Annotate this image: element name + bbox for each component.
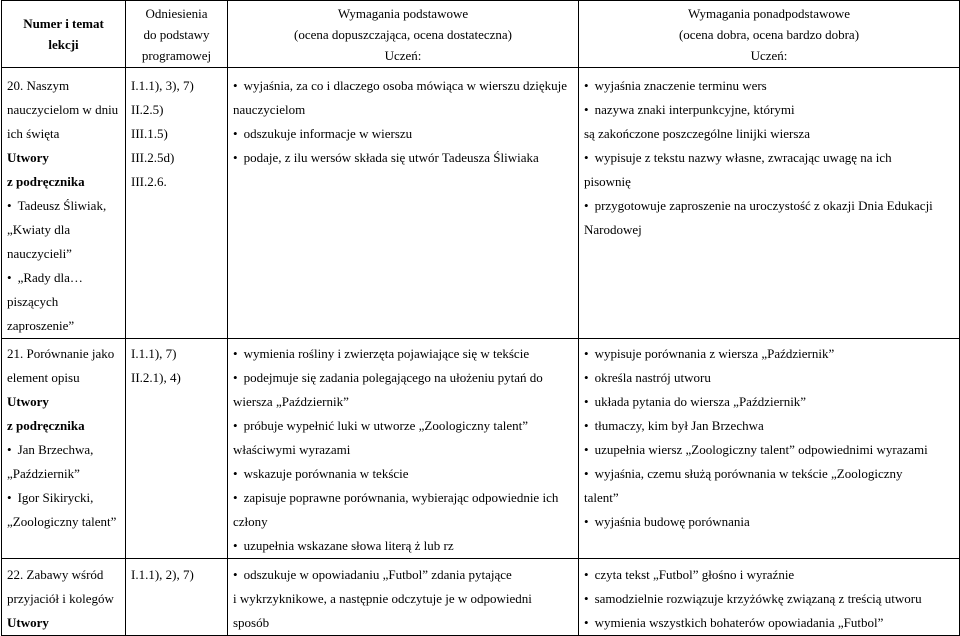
basic-req-cell-line: właściwymi wyrazami	[233, 442, 351, 457]
basis-cell-line: II.2.5)	[131, 102, 164, 117]
basis-cell-line: I.1.1), 7)	[131, 346, 177, 361]
topic-cell-line: ich święta	[7, 126, 60, 141]
advanced-req-cell-line: Narodowej	[584, 222, 642, 237]
basis-cell-line: III.2.6.	[131, 174, 167, 189]
advanced-req-cell-line: • wyjaśnia, czemu służą porównania w tekście „Zoologiczny	[584, 462, 959, 486]
advanced-req-cell-line: • wymienia wszystkich bohaterów opowiadania „Futbol”	[584, 611, 959, 635]
basic-req-cell-line: człony	[233, 514, 268, 529]
topic-cell-line: 20. Naszym	[7, 78, 70, 93]
basic-req-cell	[228, 559, 579, 636]
basic-req-cell	[228, 68, 579, 339]
topic-cell-line: 21. Porównanie jako	[7, 346, 115, 361]
header-topic-line: Numer i temat	[23, 16, 104, 31]
topic-cell-line: Utwory	[7, 394, 49, 409]
basic-req-cell-line: • próbuje wypełnić luki w utworze „Zoologiczny talent”	[233, 414, 578, 438]
topic-cell-line: zaproszenie”	[7, 318, 75, 333]
header-basis-line: Odniesienia	[145, 5, 208, 21]
topic-cell-line: piszących	[7, 294, 59, 309]
topic-cell-line: • „Rady dla…	[7, 266, 125, 290]
basic-req-cell-line: • podejmuje się zadania polegającego na ułożeniu pytań do	[233, 366, 578, 390]
advanced-req-cell-line: • przygotowuje zaproszenie na uroczystość z okazji Dnia Edukacji	[584, 194, 959, 218]
advanced-req-cell-line: • uzupełnia wiersz „Zoologiczny talent” odpowiednimi wyrazami	[584, 438, 959, 462]
advanced-req-cell-line: • samodzielnie rozwiązuje krzyżówkę związaną z treścią utworu	[584, 587, 959, 611]
topic-cell-line: Utwory	[7, 615, 49, 630]
header-basic-line: Wymagania podstawowe	[337, 5, 469, 21]
basic-req-cell-line: • uzupełnia wskazane słowa literą ż lub rz	[233, 534, 578, 558]
header-topic-line: lekcji	[48, 37, 79, 52]
topic-cell-line: element opisu	[7, 370, 80, 385]
topic-cell-line: „Kwiaty dla	[7, 222, 71, 237]
basic-req-cell-line: • zapisuje poprawne porównania, wybierając odpowiednie ich	[233, 486, 578, 510]
topic-cell-line: z podręcznika	[7, 174, 85, 189]
advanced-req-cell-line: • nazywa znaki interpunkcyjne, którymi	[584, 98, 959, 122]
topic-cell-line: • Tadeusz Śliwiak,	[7, 194, 125, 218]
topic-cell-line: 22. Zabawy wśród	[7, 567, 104, 582]
header-row	[2, 1, 960, 68]
basis-cell-line: III.1.5)	[131, 126, 168, 141]
topic-cell-line: „Październik”	[7, 466, 80, 481]
basis-cell	[126, 559, 228, 636]
advanced-req-cell-line: • wypisuje porównania z wiersza „Październik”	[584, 342, 959, 366]
basic-req-cell-line: • wymienia rośliny i zwierzęta pojawiające się w tekście	[233, 342, 578, 366]
header-basis-line: do podstawy	[143, 26, 210, 42]
basic-req-cell-line: • podaje, z ilu wersów składa się utwór Tadeusza Śliwiaka	[233, 146, 578, 170]
header-basic-req	[228, 1, 579, 68]
basis-cell-line: III.2.5d)	[131, 150, 175, 165]
advanced-req-cell-line: • tłumaczy, kim był Jan Brzechwa	[584, 414, 959, 438]
header-basic-line: (ocena dopuszczająca, ocena dostateczna)	[294, 26, 512, 42]
header-advanced-line: (ocena dobra, ocena bardzo dobra)	[678, 26, 860, 42]
header-basic-line: Uczeń:	[384, 47, 422, 63]
table-row	[2, 559, 960, 636]
header-advanced-line: Uczeń:	[750, 47, 788, 63]
basis-cell-line: I.1.1), 3), 7)	[131, 78, 194, 93]
basic-req-cell-line: nauczycielom	[233, 102, 306, 117]
advanced-req-cell-line: talent”	[584, 490, 619, 505]
basic-req-cell-line: i wykrzyknikowe, a następnie odczytuje je w odpowiedni	[233, 591, 532, 606]
topic-cell	[2, 559, 126, 636]
basis-cell-line: II.2.1), 4)	[131, 370, 181, 385]
advanced-req-cell-line: • wyjaśnia budowę porównania	[584, 510, 959, 534]
basic-req-cell-line: sposób	[233, 615, 270, 630]
advanced-req-cell-line: są zakończone poszczególne linijki wiersza	[584, 126, 810, 141]
advanced-req-cell-line: • wyjaśnia znaczenie terminu wers	[584, 74, 959, 98]
basis-cell	[126, 68, 228, 339]
topic-cell-line: z podręcznika	[7, 418, 85, 433]
topic-cell-line: przyjaciół i kolegów	[7, 591, 114, 606]
table-row	[2, 339, 960, 559]
topic-cell-line: • Igor Sikirycki,	[7, 486, 125, 510]
requirements-table	[1, 0, 960, 636]
advanced-req-cell	[579, 339, 960, 559]
basic-req-cell-line: • odszukuje w opowiadaniu „Futbol” zdania pytające	[233, 563, 578, 587]
advanced-req-cell	[579, 559, 960, 636]
advanced-req-cell-line: • czyta tekst „Futbol” głośno i wyraźnie	[584, 563, 959, 587]
header-basis	[126, 1, 228, 68]
topic-cell-line: „Zoologiczny talent”	[7, 514, 117, 529]
basic-req-cell-line: • wskazuje porównania w tekście	[233, 462, 578, 486]
topic-cell-line: • Jan Brzechwa,	[7, 438, 125, 462]
topic-cell	[2, 68, 126, 339]
basic-req-cell	[228, 339, 579, 559]
advanced-req-cell-line: • układa pytania do wiersza „Październik”	[584, 390, 959, 414]
header-advanced-line: Wymagania ponadpodstawowe	[687, 5, 851, 21]
topic-cell-line: nauczycieli”	[7, 246, 72, 261]
basic-req-cell-line: • wyjaśnia, za co i dlaczego osoba mówiąca w wierszu dziękuje	[233, 74, 578, 98]
basis-cell-line: I.1.1), 2), 7)	[131, 567, 194, 582]
table-row	[2, 68, 960, 339]
basic-req-cell-line: • odszukuje informacje w wierszu	[233, 122, 578, 146]
topic-cell	[2, 339, 126, 559]
header-advanced-req	[579, 1, 960, 68]
topic-cell-line: Utwory	[7, 150, 49, 165]
advanced-req-cell-line: • określa nastrój utworu	[584, 366, 959, 390]
header-basis-line: programowej	[141, 47, 212, 63]
header-topic	[2, 1, 126, 68]
basic-req-cell-line: wiersza „Październik”	[233, 394, 349, 409]
advanced-req-cell-line: • wypisuje z tekstu nazwy własne, zwracając uwagę na ich	[584, 146, 959, 170]
advanced-req-cell	[579, 68, 960, 339]
advanced-req-cell-line: pisownię	[584, 174, 631, 189]
topic-cell-line: nauczycielom w dniu	[7, 102, 119, 117]
basis-cell	[126, 339, 228, 559]
